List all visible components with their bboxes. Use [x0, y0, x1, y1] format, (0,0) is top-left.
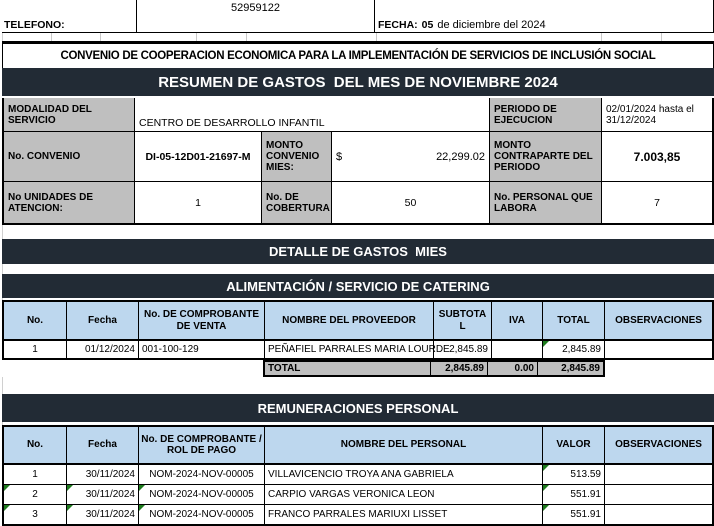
convenio-value-cell[interactable]: DI-05-12D01-21697-M [135, 131, 262, 181]
cell-iva[interactable] [492, 340, 543, 358]
cell-comprobante-value: NOM-2024-NOV-00005 [149, 509, 254, 520]
alimentacion-section-header: ALIMENTACIÓN / SERVICIO DE CATERING [2, 274, 714, 298]
comment-triangle-icon [4, 485, 10, 491]
alimentacion-table-header [4, 302, 712, 340]
modalidad-value-cell[interactable]: CENTRO DE DESARROLLO INFANTIL [135, 98, 490, 131]
total-iva: 0.00 [488, 362, 538, 375]
fecha-cell[interactable] [375, 0, 714, 32]
cell-nombre[interactable]: VILLAVICENCIO TROYA ANA GABRIELA [265, 464, 543, 484]
cell-comprobante[interactable] [139, 504, 265, 524]
col-fecha: Fecha [67, 427, 139, 463]
gap-row [2, 225, 714, 239]
resumen-section-header: RESUMEN DE GASTOS DEL MES DE NOVIEMBRE 2024 [2, 68, 714, 96]
cell-total[interactable] [543, 340, 605, 358]
comment-triangle-icon [67, 485, 73, 491]
convenio-label: No. CONVENIO [4, 131, 135, 181]
col-no: No. [4, 427, 67, 463]
cell-comprobante[interactable] [139, 484, 265, 504]
cell-no-value: 3 [32, 509, 38, 520]
cell-no[interactable] [4, 484, 67, 504]
table-row [4, 464, 712, 484]
info-grid [2, 98, 714, 225]
currency-symbol: $ [336, 150, 343, 163]
cell-valor[interactable] [543, 464, 605, 484]
comment-triangle-icon [543, 465, 549, 471]
comment-triangle-icon [139, 485, 145, 491]
comment-triangle-icon [4, 505, 10, 511]
remuneraciones-table [2, 425, 714, 526]
table-row [4, 484, 712, 504]
gap-row [2, 377, 714, 394]
cell-fecha[interactable]: 30/11/2024 [67, 464, 139, 484]
col-fecha: Fecha [67, 302, 139, 339]
col-total: TOTAL [543, 302, 605, 339]
cell-fecha[interactable] [67, 484, 139, 504]
cell-fecha[interactable]: 01/12/2024 [67, 340, 139, 358]
grid-spacer-row [2, 33, 714, 41]
contraparte-value-cell[interactable]: 7.003,85 [602, 131, 712, 181]
cell-subtotal[interactable]: 2,845.89 [434, 340, 492, 358]
total-subtotal: 2,845.89 [431, 362, 488, 375]
alimentacion-total-row [2, 360, 714, 377]
cell-no-value: 2 [32, 489, 38, 500]
alimentacion-table [2, 300, 714, 360]
col-proveedor: NOMBRE DEL PROVEEDOR [265, 302, 434, 339]
table-row [4, 340, 712, 358]
personal-labora-value-cell[interactable]: 7 [602, 181, 712, 223]
col-comprobante-venta: No. DE COMPROBANTE DE VENTA [139, 302, 265, 339]
comment-triangle-icon [139, 505, 145, 511]
remuneraciones-table-header [4, 427, 712, 464]
cell-no[interactable]: 1 [4, 340, 67, 358]
col-observaciones: OBSERVACIONES [615, 439, 702, 451]
cell-valor-value: 551.91 [570, 489, 601, 500]
col-no: No. [4, 302, 67, 339]
col-subtotal: SUBTOTAL [434, 302, 492, 339]
comment-triangle-icon [543, 485, 549, 491]
periodo-value-cell[interactable]: 02/01/2024 hasta el 31/12/2024 [606, 103, 694, 126]
personal-labora-label: No. PERSONAL QUE LABORA [490, 181, 602, 223]
cobertura-value-cell[interactable]: 50 [332, 181, 490, 223]
table-row [4, 504, 712, 524]
comment-triangle-icon [543, 505, 549, 511]
contraparte-label: MONTO CONTRAPARTE DEL PERIODO [490, 131, 602, 181]
header-row [2, 0, 714, 33]
cell-observaciones[interactable] [605, 464, 712, 484]
cell-valor-value: 551.91 [570, 509, 601, 520]
telefono-label: TELEFONO: [2, 0, 137, 32]
cell-fecha-value: 30/11/2024 [85, 489, 135, 500]
cell-fecha[interactable] [67, 504, 139, 524]
gap-row [2, 264, 714, 274]
document-title: CONVENIO DE COOPERACION ECONOMICA PARA LA IMPLEMENTACIÓN DE SERVICIOS DE INCLUSIÓN SOCIAL [2, 44, 714, 68]
modalidad-label: MODALIDAD DEL SERVICIO [4, 98, 135, 131]
col-comprobante-rol: No. DE COMPROBANTE / ROL DE PAGO [139, 427, 265, 463]
cell-no[interactable] [4, 504, 67, 524]
detalle-section-header: DETALLE DE GASTOS MIES [2, 239, 714, 264]
cell-observaciones[interactable] [605, 340, 712, 358]
cell-nombre[interactable]: CARPIO VARGAS VERONICA LEON [265, 484, 543, 504]
cell-fecha-value: 30/11/2024 [85, 509, 135, 520]
cell-observaciones[interactable] [605, 484, 712, 504]
cell-nombre[interactable]: FRANCO PARRALES MARIUXI LISSET [265, 504, 543, 524]
unidades-value-cell[interactable]: 1 [135, 181, 262, 223]
cell-no[interactable]: 1 [4, 464, 67, 484]
cell-valor[interactable] [543, 484, 605, 504]
monto-mies-value-cell[interactable] [332, 131, 490, 181]
total-label: TOTAL [265, 362, 431, 375]
telefono-value-cell[interactable]: 52959122 [137, 0, 375, 32]
col-valor: VALOR [543, 427, 605, 463]
unidades-label: No UNIDADES DE ATENCION: [4, 181, 135, 223]
cell-comprobante[interactable]: 001-100-129 [139, 340, 265, 358]
remuneraciones-section-header: REMUNERACIONES PERSONAL [2, 394, 714, 422]
comment-triangle-icon [543, 341, 549, 347]
monto-mies-label: MONTO CONVENIO MIES: [262, 131, 332, 181]
cell-observaciones[interactable] [605, 504, 712, 524]
cell-total-value: 2,845.89 [562, 344, 601, 355]
cell-proveedor[interactable]: PEÑAFIEL PARRALES MARIA LOURDE [265, 340, 434, 358]
col-nombre-personal: NOMBRE DEL PERSONAL [265, 427, 543, 463]
cell-valor[interactable] [543, 504, 605, 524]
fecha-label: FECHA: [378, 19, 418, 31]
cell-comprobante-value: NOM-2024-NOV-00005 [149, 489, 254, 500]
monto-mies-amount: 22,299.02 [436, 150, 485, 163]
fecha-day: 05 [421, 19, 434, 31]
comment-triangle-icon [67, 505, 73, 511]
cobertura-label: No. DE COBERTURA [262, 181, 332, 223]
total-total: 2,845.89 [561, 363, 600, 374]
col-observaciones: OBSERVACIONES [615, 314, 702, 326]
col-iva: IVA [492, 302, 543, 339]
fecha-rest: de diciembre del 2024 [437, 19, 546, 31]
periodo-label: PERIODO DE EJECUCION [490, 98, 602, 131]
cell-comprobante[interactable]: NOM-2024-NOV-00005 [139, 464, 265, 484]
cell-valor-value: 513.59 [570, 469, 601, 480]
